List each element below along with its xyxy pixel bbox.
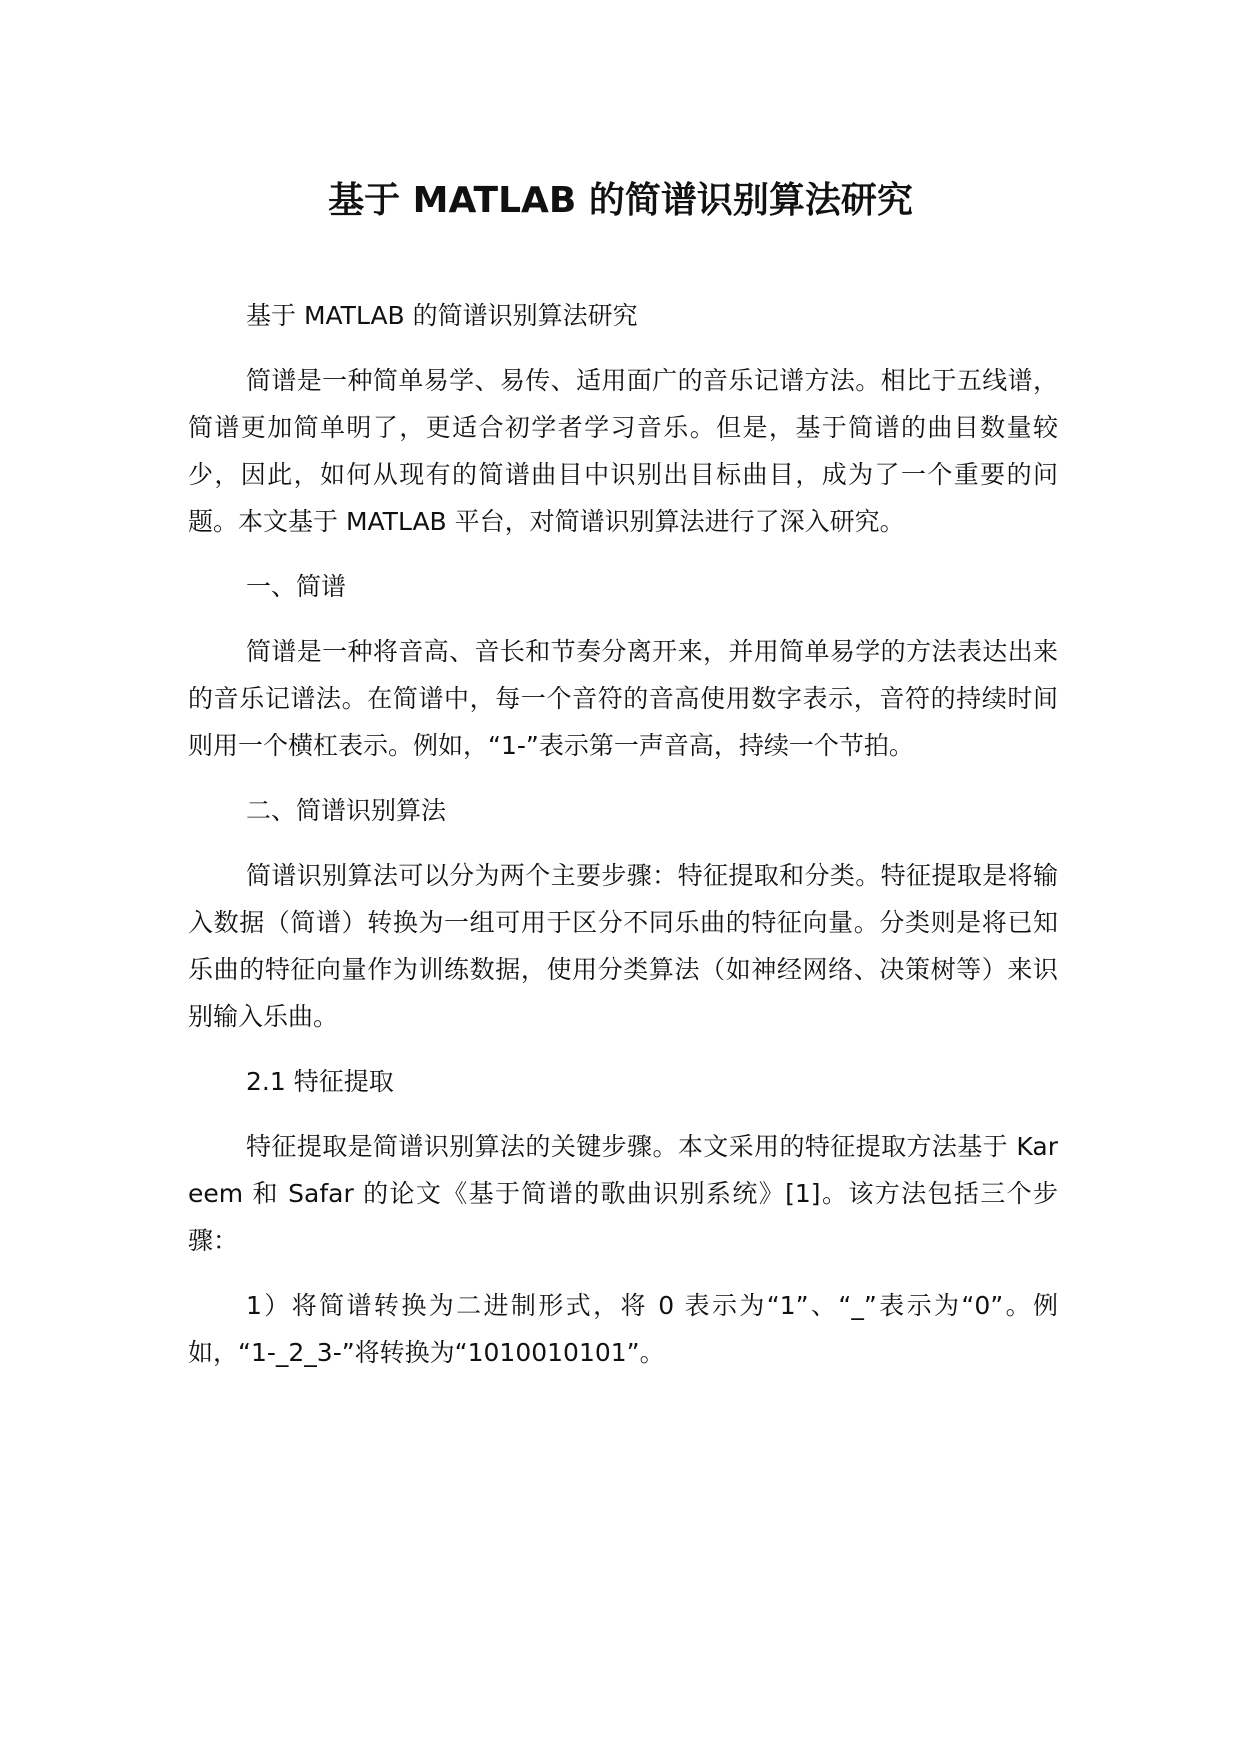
jianpu-paragraph: 简谱是一种将音高、音长和节奏分离开来，并用简单易学的方法表达出来的音乐记谱法。在简谱中，每一个音符的音高使用数字表示，音符的持续时间则用一个横杠表示。例如，“1-”表示第一声音高，持续一个节拍。 [188,637,1058,760]
document-title: 基于 MATLAB 的简谱识别算法研究 [328,180,913,221]
step-one-paragraph: 1）将简谱转换为二进制形式，将 0 表示为“1”、“_”表示为“0”。例如，“1-_2_3-”将转换为“1010010101”。 [188,1291,1058,1367]
subtitle-paragraph: 基于 MATLAB 的简谱识别算法研究 [246,301,638,330]
algorithm-paragraph: 简谱识别算法可以分为两个主要步骤：特征提取和分类。特征提取是将输入数据（简谱）转换为一组可用于区分不同乐曲的特征向量。分类则是将已知乐曲的特征向量作为训练数据，使用分类算法（如神经网络、决策树等）来识别输入乐曲。 [188,861,1058,1031]
section-heading-algorithm: 二、简谱识别算法 [246,796,447,825]
feature-extraction-paragraph: 特征提取是简谱识别算法的关键步骤。本文采用的特征提取方法基于 Kareem 和 Safar 的论文《基于简谱的歌曲识别系统》[1]。该方法包括三个步骤： [188,1132,1058,1255]
subsection-heading-feature-extraction: 2.1 特征提取 [246,1067,394,1096]
document-body [188,292,1058,1394]
intro-paragraph: 简谱是一种简单易学、易传、适用面广的音乐记谱方法。相比于五线谱，简谱更加简单明了，更适合初学者学习音乐。但是，基于简谱的曲目数量较少，因此，如何从现有的简谱曲目中识别出目标曲目，成为了一个重要的问题。本文基于 MATLAB 平台，对简谱识别算法进行了深入研究。 [188,366,1058,536]
section-heading-jianpu: 一、简谱 [246,572,347,601]
